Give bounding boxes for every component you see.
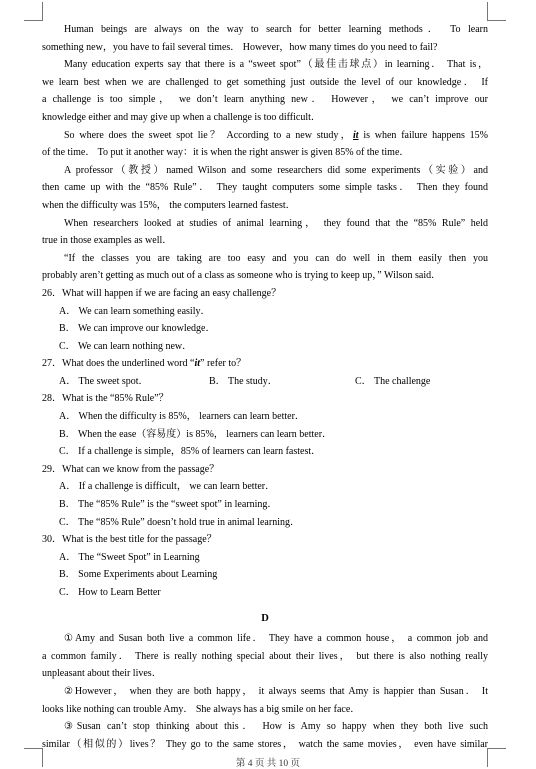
text-line: ②However， when they are both happy， it always seems that Amy is happier than Susan． It — [64, 685, 488, 697]
answer-option-b: B． When the ease（容易度）is 85%， learners can learn better． — [59, 428, 333, 440]
text-fragment: ” refer to？ — [200, 358, 247, 370]
text-line: Many education experts say that there is a “sweet spot”（最佳击球点）in learning． That is， — [64, 59, 488, 71]
question-stem — [42, 355, 488, 373]
passage-d-paragraph-1 — [42, 630, 488, 683]
answer-option-a: A． If a challenge is difficult， we can learn better． — [59, 481, 276, 493]
answer-option-b: B． The study． — [209, 375, 278, 387]
text-line: ③Susan can’t stop thinking about this． How is Amy so happy when they both live such — [64, 721, 488, 733]
question-stem: 26．What will happen if we are facing an easy challenge？ — [42, 287, 282, 299]
text-line: when the difficulty was 15%， the computers learned fastest． — [42, 199, 296, 211]
crop-mark-top-right — [487, 2, 506, 21]
text-line: Human beings are always on the way to search for better learning methods． To learn — [64, 24, 488, 35]
answer-option-c: C． If a challenge is simple，85% of learners can learn fastest． — [59, 446, 322, 458]
answer-option-b: B． The “85% Rule” is the “sweet spot” in learning． — [59, 499, 278, 511]
answer-option-b: B． Some Experiments about Learning — [59, 569, 218, 581]
question-30 — [42, 531, 488, 601]
text-fragment: is when failure happens 15% — [358, 129, 488, 141]
answer-option-c: C． We can learn nothing new． — [59, 340, 193, 352]
section-heading-d: D — [261, 612, 269, 624]
passage-c-paragraph-6 — [42, 250, 488, 285]
text-fragment: 27．What does the underlined word “ — [42, 358, 195, 370]
text-line — [42, 127, 488, 145]
text-line: probably aren’t getting as much out of a class as someone who is trying to keep up，” Wilson said． — [42, 270, 442, 282]
text-line: we learn best when we are challenged to get something just outside the level of our knowledge． If — [42, 76, 488, 88]
answer-option-b: B． We can improve our knowledge． — [59, 323, 216, 335]
passage-c-paragraph-1 — [42, 21, 488, 56]
answer-option-a: A． We can learn something easily． — [59, 305, 211, 317]
text-line: then came up with the “85% Rule”． They taught computers some simple tasks． Then they found — [42, 182, 488, 194]
exam-page — [42, 21, 488, 753]
answer-option-c: C． The “85% Rule” doesn’t hold true in animal learning． — [59, 516, 300, 528]
passage-c-paragraph-2 — [42, 56, 488, 126]
question-27 — [42, 355, 488, 390]
question-stem: 30．What is the best title for the passage？ — [42, 534, 217, 546]
quoted-word: it — [194, 358, 201, 370]
question-stem: 29．What can we know from the passage？ — [42, 463, 220, 475]
text-line: a common family． There is really nothing special about their lives， but there is also nothing really — [42, 650, 488, 662]
answer-option-c: C． How to Learn Better — [59, 587, 161, 598]
text-line: A professor（教授）named Wilson and some researchers did some experiments（实验）and — [64, 164, 488, 176]
text-line: a challenge is too simple， we don’t learn anything new． However， we can’t improve our — [42, 94, 488, 106]
text-line: When researchers looked at studies of animal learning， they found that the “85% Rule” held — [64, 217, 488, 229]
answer-option-c: C． The challenge — [355, 375, 431, 387]
question-28 — [42, 390, 488, 460]
passage-d-paragraph-2 — [42, 683, 488, 718]
question-29 — [42, 461, 488, 531]
answer-option-a: A． When the difficulty is 85%， learners can learn better． — [59, 411, 305, 423]
text-line: of the time． To put it another way：it is when the right answer is given 85% of the time． — [42, 147, 410, 159]
passage-c-paragraph-4 — [42, 162, 488, 215]
answer-options-row — [42, 373, 488, 391]
answer-option-a: A． The sweet spot． — [59, 375, 149, 387]
text-fragment: So where does the sweet spot lie？ According to a new study， — [64, 129, 353, 141]
text-line: true in those examples as well． — [42, 235, 173, 247]
question-stem: 28．What is the “85% Rule”？ — [42, 393, 169, 405]
text-line: “If the classes you are taking are too easy and you can do well in them easily then you — [64, 252, 488, 264]
passage-c-paragraph-5 — [42, 215, 488, 250]
text-line: unpleasant about their lives． — [42, 668, 162, 680]
underlined-word: it — [352, 129, 359, 141]
passage-d-paragraph-3 — [42, 718, 488, 753]
crop-mark-top-left — [24, 2, 43, 21]
passage-c-paragraph-3 — [42, 127, 488, 162]
text-line: knowledge either and may give up when a challenge is too difficult． — [42, 111, 321, 123]
text-line: ①Amy and Susan both live a common life． They have a common house， a common job and — [64, 633, 488, 645]
question-26 — [42, 285, 488, 355]
text-line: similar（相似的）lives？ They go to the same stores， watch the same movies， even have similar — [42, 738, 488, 750]
text-line: looks like nothing can trouble Amy． She always has a big smile on her face． — [42, 703, 361, 715]
text-line: something new，you have to fail several times． However，how many times do you need to fail? — [42, 41, 438, 53]
answer-option-a: A． The “Sweet Spot” in Learning — [59, 551, 200, 563]
page-number-footer: 第 4 页 共 10 页 — [235, 759, 301, 769]
